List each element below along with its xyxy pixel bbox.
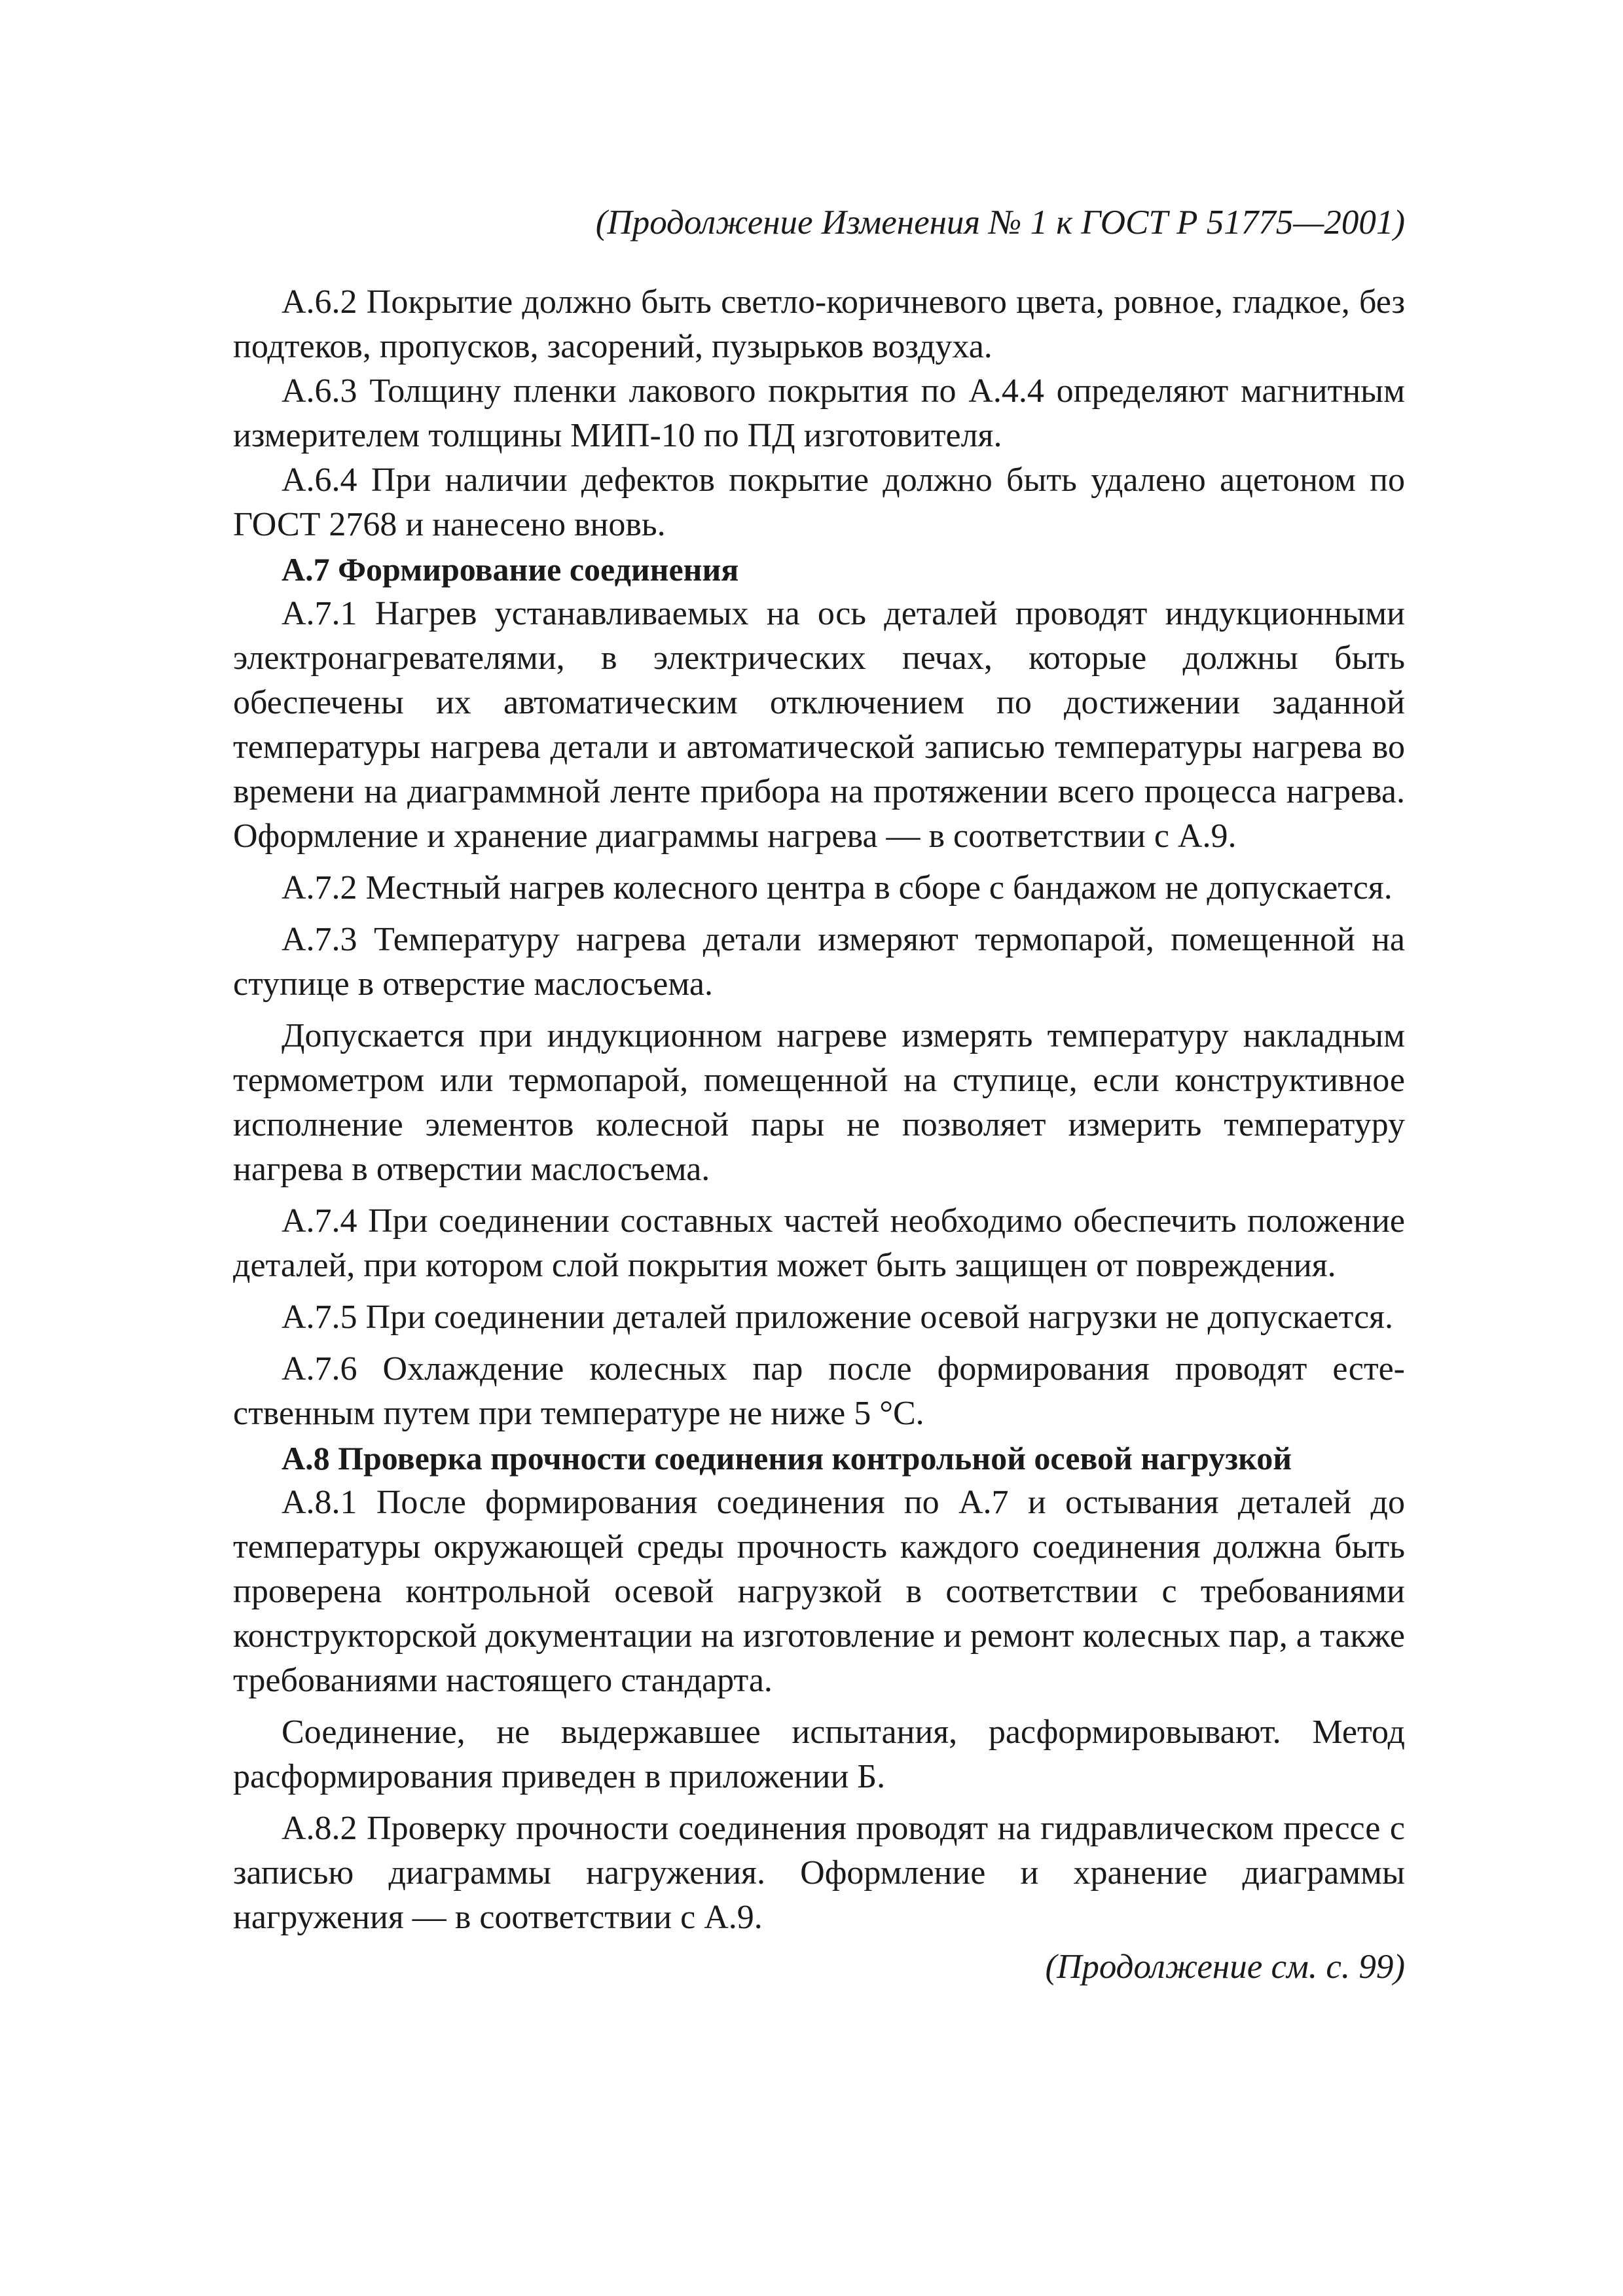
section-heading-a-8: А.8 Проверка прочности соединения контрольной осевой нагрузкой [282,1440,1292,1477]
paragraph-a-7-3-note: Допускается при индукционном нагреве измерять температуру накладным термометром или термопарой, помещенной на ступице, если конструктивное исполнение элементов колесной пары не позволяет измерить температуру нагрева в отверстии маслосъема. [233,1017,1405,1188]
document-body [233,280,1405,1940]
paragraph-a-7-4: А.7.4 При соединении составных частей необходимо обеспечить положение деталей, при котором слой покрытия может быть защищен от повреждения. [233,1202,1405,1284]
paragraph-a-6-3: А.6.3 Толщину пленки лакового покрытия по А.4.4 определяют магнитным измерителем толщины МИП-10 по ПД изготовителя. [233,372,1405,454]
paragraph-a-7-3: А.7.3 Температуру нагрева детали измеряют термопарой, помещенной на ступице в отверстие маслосъема. [233,921,1405,1003]
paragraph-a-6-2: А.6.2 Покрытие должно быть светло-коричневого цвета, ровное, гладкое, без подтеков, пропусков, засорений, пузырьков воздуха. [233,283,1405,365]
paragraph-a-7-6: А.7.6 Охлаждение колесных пар после формирования проводят естественным путем при температуре не ниже 5 °С. [233,1350,1405,1432]
paragraph-a-6-4: А.6.4 При наличии дефектов покрытие должно быть удалено ацетоном по ГОСТ 2768 и нанесено вновь. [233,461,1405,543]
page-header: (Продолжение Изменения № 1 к ГОСТ Р 51775—2001) [595,204,1405,242]
page-footer: (Продолжение см. с. 99) [1045,1948,1405,1986]
paragraph-a-7-5: А.7.5 При соединении деталей приложение осевой нагрузки не допускается. [282,1299,1393,1336]
paragraph-a-8-1: А.8.1 После формирования соединения по А.7 и остывания деталей до температуры окружающей среды прочность каждого соединения должна быть проверена контрольной осевой нагрузкой в соответствии с требованиями конструкторской документации на изготовление и ремонт колесных пар, а также требованиями настоящего стандарта. [233,1484,1405,1699]
paragraph-a-8-2: А.8.2 Проверку прочности соединения проводят на гидравлическом прессе с записью диаграммы нагружения. Оформление и хранение диаграммы нагружения — в соответствии с А.9. [233,1810,1405,1936]
paragraph-a-7-2: А.7.2 Местный нагрев колесного центра в сборе с бандажом не допускается. [282,869,1393,906]
section-heading-a-7: А.7 Формирование соединения [282,551,739,588]
paragraph-a-7-1: А.7.1 Нагрев устанавливаемых на ось деталей проводят индукционными электронагревателями, в электрических печах, которые должны быть обеспечены их автоматическим отключением по достижении заданной температуры нагрева детали и автоматической записью температуры нагрева во времени на диаграммной ленте прибора на протяжении всего процесса нагрева. Оформление и хранение диаграммы нагрева — в соответствии с А.9. [233,595,1405,855]
paragraph-a-8-1-note: Соединение, не выдержавшее испытания, расформировывают. Метод расформирования приведен в приложении Б. [233,1713,1405,1795]
